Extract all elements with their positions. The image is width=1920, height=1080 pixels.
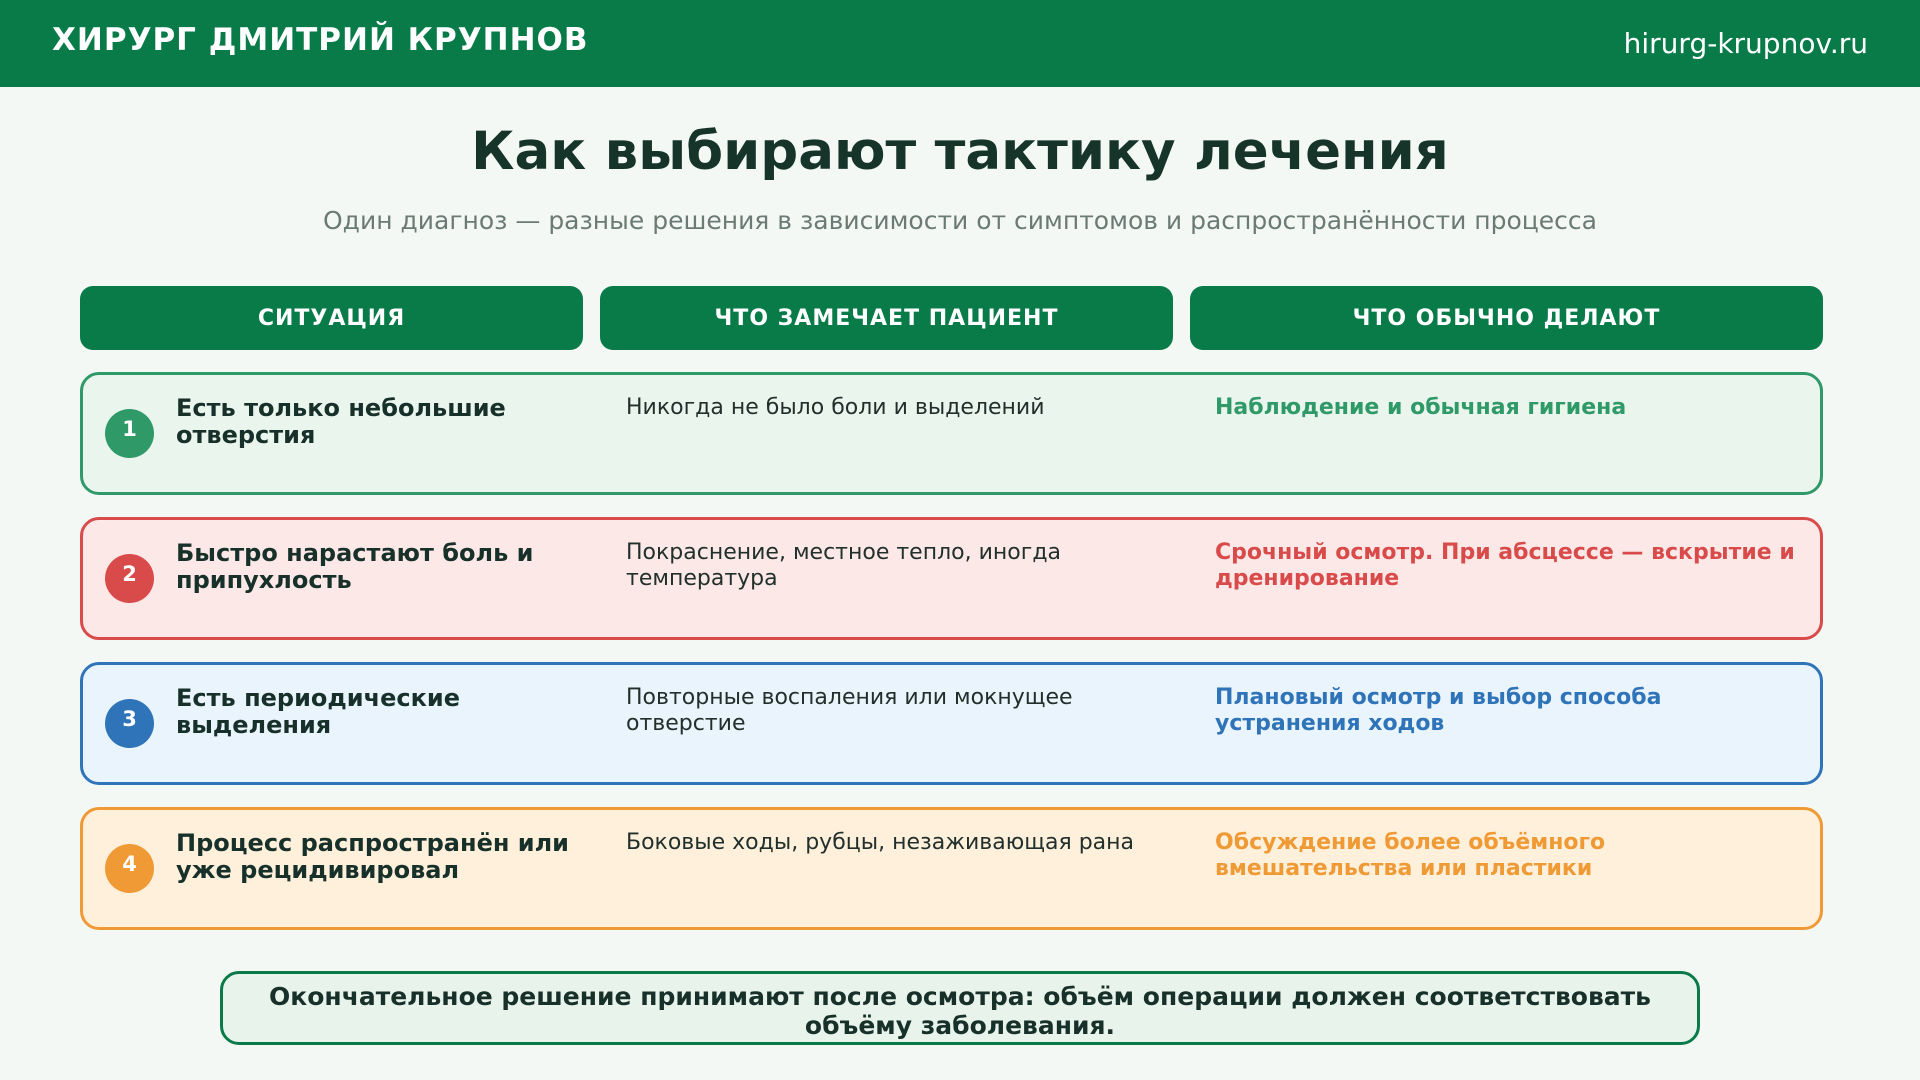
row-number-badge: 3 — [105, 699, 154, 748]
row-situation: Есть только небольшие отверстия — [176, 394, 506, 449]
row-action: Наблюдение и обычная гигиена — [1215, 395, 1627, 420]
situation-row-4 — [80, 807, 1823, 930]
row-symptom: Повторные воспаления или мокнущее отверстие — [626, 685, 1073, 736]
header-bar — [0, 0, 1920, 87]
column-header-situation: СИТУАЦИЯ — [80, 286, 583, 350]
situation-row-2 — [80, 517, 1823, 640]
row-symptom: Боковые ходы, рубцы, незаживающая рана — [626, 830, 1135, 855]
conclusion-note: Окончательное решение принимают после осмотра: объём операции должен соответствовать объёму заболевания. — [220, 971, 1700, 1045]
site-link[interactable]: hirurg-krupnov.ru — [1623, 27, 1868, 60]
brand-name: ХИРУРГ ДМИТРИЙ КРУПНОВ — [52, 22, 589, 58]
row-situation: Процесс распространён или уже рецидивировал — [176, 829, 569, 884]
row-number-badge: 1 — [105, 409, 154, 458]
column-header-treatment: ЧТО ОБЫЧНО ДЕЛАЮТ — [1190, 286, 1823, 350]
page-title: Как выбирают тактику лечения — [471, 121, 1449, 182]
row-action: Срочный осмотр. При абсцессе — вскрытие и дренирование — [1215, 540, 1795, 591]
situation-row-3 — [80, 662, 1823, 785]
row-symptom: Никогда не было боли и выделений — [626, 395, 1045, 420]
situation-row-1 — [80, 372, 1823, 495]
row-situation: Есть периодические выделения — [176, 684, 460, 739]
row-number-badge: 4 — [105, 844, 154, 893]
row-action: Плановый осмотр и выбор способа устранения ходов — [1215, 685, 1662, 736]
column-header-symptoms: ЧТО ЗАМЕЧАЕТ ПАЦИЕНТ — [600, 286, 1173, 350]
row-situation: Быстро нарастают боль и припухлость — [176, 539, 534, 594]
row-number-badge: 2 — [105, 554, 154, 603]
row-action: Обсуждение более объёмного вмешательства или пластики — [1215, 830, 1606, 881]
row-symptom: Покраснение, местное тепло, иногда температура — [626, 540, 1062, 591]
page-subtitle: Один диагноз — разные решения в зависимости от симптомов и распространённости процесса — [323, 206, 1597, 235]
